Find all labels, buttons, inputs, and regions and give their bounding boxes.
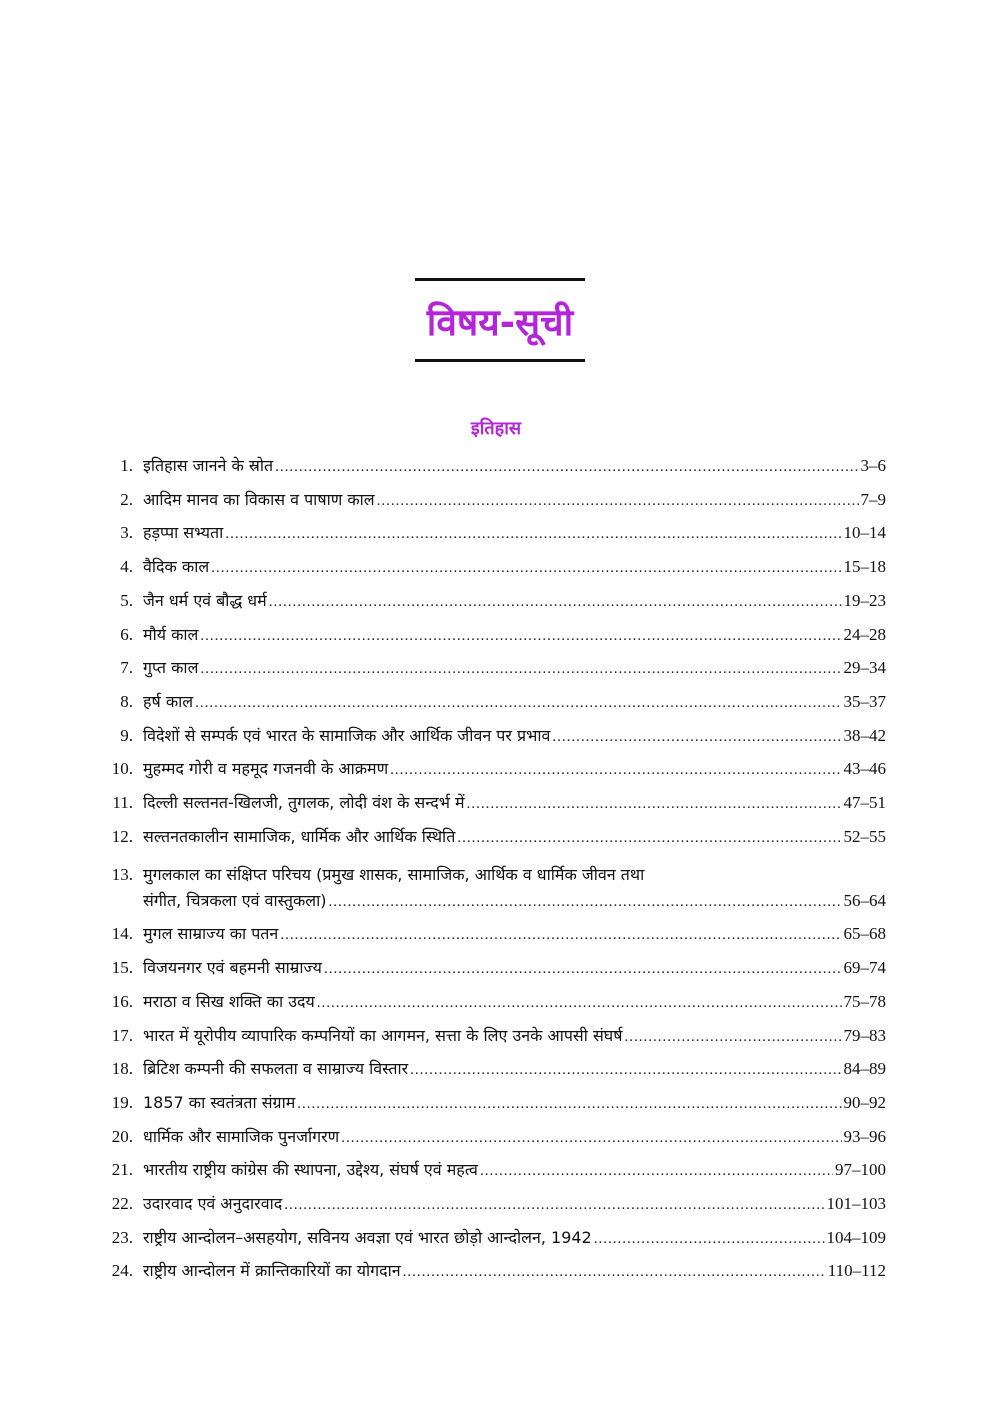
entry-pages: 7–9	[860, 489, 886, 509]
entry-number: 24.	[111, 1261, 133, 1281]
entry-pages: 19–23	[843, 590, 886, 610]
entry-pages: 90–92	[843, 1092, 886, 1112]
entry-number: 17.	[111, 1025, 133, 1045]
entry-title: गुप्त काल	[143, 658, 199, 678]
toc-entry[interactable]	[100, 1222, 886, 1256]
dot-leader	[457, 822, 841, 855]
dot-leader	[324, 953, 842, 986]
toc-entry[interactable]	[100, 484, 886, 518]
entry-title: मुगल साम्राज्य का पतन	[143, 924, 279, 944]
entry-number: 4.	[120, 557, 133, 577]
dot-leader	[410, 1054, 841, 1087]
entry-pages: 29–34	[843, 658, 886, 678]
toc-entry[interactable]	[100, 918, 886, 952]
dot-leader	[625, 1021, 842, 1054]
entry-number: 5.	[120, 590, 133, 610]
entry-number: 1.	[120, 456, 133, 475]
toc-entry[interactable]	[100, 854, 886, 918]
page-title: विषय-सूची	[426, 300, 574, 344]
entry-number: 12.	[111, 826, 133, 846]
entry-title: हर्ष काल	[143, 691, 194, 711]
entry-pages: 24–28	[843, 624, 886, 644]
toc-entry[interactable]	[100, 986, 886, 1020]
dot-leader	[377, 485, 859, 518]
dot-leader	[211, 552, 841, 585]
toc-entry[interactable]	[100, 551, 886, 585]
toc-entry[interactable]	[100, 1020, 886, 1054]
entry-number: 22.	[111, 1194, 133, 1214]
toc-entry[interactable]	[100, 1053, 886, 1087]
entry-number: 14.	[111, 924, 133, 944]
entry-title: मौर्य काल	[143, 624, 199, 644]
entry-number: 18.	[111, 1059, 133, 1079]
entry-number: 16.	[111, 991, 133, 1011]
dot-leader	[341, 1122, 841, 1155]
entry-title: इतिहास जानने के स्रोत	[143, 456, 274, 475]
entry-pages: 97–100	[835, 1160, 886, 1180]
section-heading: इतिहास	[470, 418, 522, 439]
entry-number: 10.	[111, 759, 133, 779]
entry-title: 1857 का स्वतंत्रता संग्राम	[143, 1092, 296, 1112]
toc-entry[interactable]	[100, 787, 886, 821]
entry-title: भारतीय राष्ट्रीय कांग्रेस की स्थापना, उद्देश्य, संघर्ष एवं महत्व	[143, 1160, 478, 1180]
dot-leader	[269, 586, 842, 619]
dot-leader	[403, 1256, 826, 1289]
dot-leader	[480, 1155, 833, 1188]
dot-leader	[195, 687, 841, 720]
entry-number: 2.	[120, 489, 133, 509]
title-block	[415, 278, 585, 362]
toc-entry[interactable]	[100, 753, 886, 787]
dot-leader	[594, 1223, 825, 1256]
entry-pages: 47–51	[843, 793, 886, 813]
entry-pages: 15–18	[843, 557, 886, 577]
entry-pages: 65–68	[843, 924, 886, 944]
toc-entry[interactable]	[100, 1154, 886, 1188]
entry-title: ब्रिटिश कम्पनी की सफलता व साम्राज्य विस्तार	[143, 1059, 409, 1079]
entry-number: 15.	[111, 958, 133, 978]
entry-title-continued: संगीत, चित्रकला एवं वास्तुकला)	[143, 891, 327, 911]
entry-title: आदिम मानव का विकास व पाषाण काल	[143, 489, 375, 509]
entry-title: वैदिक काल	[143, 557, 210, 577]
dot-leader	[297, 1088, 841, 1121]
toc-entry[interactable]	[100, 1255, 886, 1289]
entry-number: 23.	[111, 1227, 133, 1247]
entry-number: 20.	[111, 1126, 133, 1146]
entry-pages: 56–64	[843, 891, 886, 911]
entry-pages: 104–109	[826, 1227, 886, 1247]
entry-pages: 69–74	[843, 958, 886, 978]
entry-pages: 110–112	[827, 1261, 886, 1281]
toc-entry[interactable]	[100, 1121, 886, 1155]
entry-title: भारत में यूरोपीय व्यापारिक कम्पनियों का आगमन, सत्ता के लिए उनके आपसी संघर्ष	[143, 1025, 623, 1045]
dot-leader	[317, 987, 842, 1020]
table-of-contents	[100, 450, 886, 1289]
entry-title: राष्ट्रीय आन्दोलन में क्रान्तिकारियों का योगदान	[143, 1261, 401, 1281]
entry-title: हड़प्पा सभ्यता	[143, 523, 224, 543]
entry-pages: 93–96	[843, 1126, 886, 1146]
dot-leader	[280, 919, 841, 952]
entry-pages: 84–89	[843, 1059, 886, 1079]
toc-entry[interactable]	[100, 952, 886, 986]
entry-title: दिल्ली सल्तनत-खिलजी, तुगलक, लोदी वंश के सन्दर्भ में	[143, 793, 465, 813]
entry-title: मराठा व सिख शक्ति का उदय	[143, 991, 315, 1011]
entry-pages: 3–6	[860, 456, 886, 475]
dot-leader	[200, 653, 841, 686]
entry-title: विदेशों से सम्पर्क एवं भारत के सामाजिक और आर्थिक जीवन पर प्रभाव	[143, 725, 551, 745]
dot-leader	[275, 451, 858, 484]
entry-line-2	[100, 888, 886, 915]
entry-pages: 43–46	[843, 759, 886, 779]
entry-number: 9.	[120, 725, 133, 745]
entry-pages: 35–37	[843, 691, 886, 711]
entry-title: मुहम्मद गोरी व महमूद गजनवी के आक्रमण	[143, 759, 389, 779]
entry-title: धार्मिक और सामाजिक पुनर्जागरण	[143, 1126, 340, 1146]
entry-pages: 52–55	[843, 826, 886, 846]
toc-entry[interactable]	[100, 517, 886, 551]
entry-number: 3.	[120, 523, 133, 543]
entry-title: उदारवाद एवं अनुदारवाद	[143, 1194, 283, 1214]
entry-title: मुगलकाल का संक्षिप्त परिचय (प्रमुख शासक, सामाजिक, आर्थिक व धार्मिक जीवन तथा	[143, 865, 645, 885]
entry-title: जैन धर्म एवं बौद्ध धर्म	[143, 590, 267, 610]
dot-leader	[284, 1189, 824, 1222]
entry-number: 13.	[111, 865, 133, 885]
entry-title: सल्तनतकालीन सामाजिक, धार्मिक और आर्थिक स्थिति	[143, 826, 456, 846]
entry-number: 6.	[120, 624, 133, 644]
toc-entry[interactable]	[100, 821, 886, 855]
entry-number: 8.	[120, 691, 133, 711]
toc-entry[interactable]	[100, 585, 886, 619]
entry-pages: 10–14	[843, 523, 886, 543]
entry-number: 19.	[111, 1092, 133, 1112]
dot-leader	[467, 788, 842, 821]
dot-leader	[200, 620, 841, 653]
toc-entry[interactable]	[100, 619, 886, 653]
dot-leader	[390, 754, 841, 787]
entry-number: 11.	[112, 793, 133, 813]
toc-entry[interactable]	[100, 1188, 886, 1222]
entry-pages: 101–103	[826, 1194, 886, 1214]
dot-leader	[552, 721, 841, 754]
toc-entry[interactable]	[100, 720, 886, 754]
toc-entry[interactable]	[100, 450, 886, 484]
dot-leader	[329, 889, 842, 915]
entry-title: राष्ट्रीय आन्दोलन–असहयोग, सविनय अवज्ञा एवं भारत छोड़ो आन्दोलन, 1942	[143, 1227, 592, 1247]
entry-title: विजयनगर एवं बहमनी साम्राज्य	[143, 958, 322, 978]
entry-number: 7.	[120, 658, 133, 678]
entry-line-1	[100, 862, 886, 888]
toc-entry[interactable]	[100, 686, 886, 720]
entry-pages: 75–78	[843, 991, 886, 1011]
entry-pages: 79–83	[843, 1025, 886, 1045]
entry-number: 21.	[111, 1160, 133, 1180]
toc-entry[interactable]	[100, 652, 886, 686]
entry-pages: 38–42	[843, 725, 886, 745]
toc-entry[interactable]	[100, 1087, 886, 1121]
dot-leader	[225, 518, 841, 551]
